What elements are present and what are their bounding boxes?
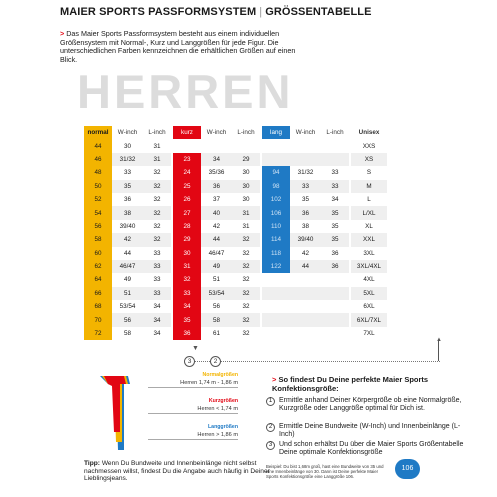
- table-row: [84, 139, 387, 152]
- table-cell: 51: [212, 276, 220, 284]
- table-cell: 35: [301, 196, 309, 204]
- table-cell: 38: [301, 222, 309, 230]
- table-row: [84, 247, 387, 260]
- table-cell: [290, 273, 321, 286]
- table-cell: 29: [232, 153, 260, 166]
- table-cell: 33: [153, 249, 161, 257]
- header-separator: |: [259, 6, 263, 18]
- table-cell: M: [351, 180, 387, 193]
- table-cell: 110: [262, 220, 290, 233]
- table-cell: 56: [112, 313, 143, 326]
- table-cell: 32: [143, 180, 171, 193]
- table-cell: 32: [173, 273, 201, 286]
- table-cell: XL: [365, 222, 373, 230]
- table-cell: 31: [232, 206, 260, 219]
- table-cell: 27: [173, 206, 201, 219]
- table-cell: 44: [84, 139, 112, 152]
- table-cell: [290, 327, 321, 340]
- table-cell: 54: [84, 206, 112, 219]
- page-number-badge: 106: [395, 459, 420, 479]
- table-cell: XXS: [362, 142, 376, 150]
- table-cell: 34: [153, 330, 161, 338]
- table-cell: 35/36: [208, 169, 225, 177]
- table-cell: 32: [232, 233, 260, 246]
- table-cell: [321, 287, 349, 300]
- table-cell: [321, 153, 349, 166]
- table-cell: 32: [232, 260, 260, 273]
- table-cell: 48: [84, 166, 112, 179]
- table-cell: 34: [153, 303, 161, 311]
- header-unisex: Unisex: [358, 129, 380, 137]
- table-cell: 51: [112, 287, 143, 300]
- table-cell: 60: [84, 247, 112, 260]
- table-cell: XXL: [351, 233, 387, 246]
- table-cell: 72: [84, 327, 112, 340]
- marker-two: 2: [210, 356, 221, 367]
- table-cell: 33: [173, 287, 201, 300]
- step-3: [266, 441, 471, 458]
- step-1: [266, 397, 471, 414]
- table-cell: 4XL: [363, 276, 375, 284]
- table-row: [84, 300, 387, 313]
- tip-paragraph: [84, 460, 274, 483]
- table-cell: 32: [232, 287, 260, 300]
- table-cell: 29: [173, 233, 201, 246]
- table-cell: 42: [301, 249, 309, 257]
- table-cell: 32: [153, 196, 161, 204]
- table-cell: S: [366, 169, 372, 177]
- table-cell: L: [367, 196, 371, 204]
- table-cell: 68: [84, 300, 112, 313]
- table-header-row: [84, 126, 387, 139]
- table-cell: 28: [173, 220, 201, 233]
- table-cell: 44: [201, 233, 232, 246]
- table-cell: 6XL/7XL: [351, 313, 387, 326]
- table-cell: 35: [112, 180, 143, 193]
- table-cell: 62: [84, 260, 112, 273]
- table-cell: [290, 287, 321, 300]
- table-cell: 30: [242, 169, 250, 177]
- fit-desc-lang: Herren > 1,86 m: [148, 432, 238, 440]
- header-l-inch: L-inch: [237, 129, 255, 137]
- header-kurz: kurz: [173, 126, 201, 139]
- brand-title: MAIER SPORTS PASSFORMSYSTEM: [60, 6, 257, 18]
- table-cell: 34: [201, 153, 232, 166]
- table-cell: 32: [242, 330, 250, 338]
- table-cell: 33: [143, 260, 171, 273]
- table-cell: [262, 300, 290, 313]
- table-cell: [173, 139, 201, 152]
- step-text: Und schon erhältst Du über die Maier Sports Größentabelle Deine optimale Konfektionsgröße: [279, 441, 464, 457]
- table-cell: 33: [153, 276, 161, 284]
- table-cell: 36: [331, 249, 339, 257]
- table-cell: 32: [143, 206, 171, 219]
- table-cell: [290, 139, 321, 152]
- table-cell: 36: [321, 260, 349, 273]
- table-cell: 30: [173, 247, 201, 260]
- table-cell: 118: [262, 247, 290, 260]
- table-cell: 33: [143, 287, 171, 300]
- table-cell: 42: [212, 222, 220, 230]
- table-cell: 30: [123, 142, 131, 150]
- page-header: [60, 6, 372, 18]
- table-cell: [262, 327, 290, 340]
- arrow-up-line: [436, 337, 442, 361]
- header-w-inch: W-inch: [295, 129, 316, 137]
- header-l-inch: L-inch: [326, 129, 344, 137]
- intro-paragraph: [60, 30, 310, 65]
- table-cell: 50: [84, 180, 112, 193]
- table-row: [84, 220, 387, 233]
- table-cell: [290, 313, 321, 326]
- table-cell: 33: [331, 169, 339, 177]
- table-cell: 32: [153, 222, 161, 230]
- example-note: Beispiel: Du bist 1,68m groß, hast eine Bundweite von 35 und eine Innenbeinlänge von 30. Dann ist Deine perfekte Maier Sports Konfektionsgröße eine Langgröße 106.: [266, 464, 384, 480]
- table-cell: 40: [201, 206, 232, 219]
- table-cell: 35: [331, 222, 339, 230]
- fit-label-normal: Normalgrößen: [202, 372, 238, 378]
- table-cell: 36: [290, 206, 321, 219]
- table-cell: 6XL: [363, 303, 375, 311]
- table-cell: 53/54: [119, 303, 136, 311]
- table-row: [84, 273, 387, 286]
- table-cell: 31: [153, 142, 161, 150]
- step-text: Ermittle Deine Bundweite (W-Inch) und Innenbeinlänge (L-Inch): [279, 423, 461, 439]
- table-row: [84, 180, 387, 193]
- step-2: [266, 423, 471, 440]
- table-cell: 32: [242, 303, 250, 311]
- intro-arrow-icon: >: [60, 29, 65, 38]
- fit-label-lang: Langgrößen: [208, 424, 238, 430]
- table-cell: [321, 313, 349, 326]
- table-cell: [321, 327, 349, 340]
- dotted-guide-line: [190, 361, 440, 362]
- table-cell: 106: [262, 206, 290, 219]
- step-number: 3: [266, 441, 275, 450]
- step-number: 1: [266, 397, 275, 406]
- header-normal: normal: [84, 126, 112, 139]
- table-cell: 32: [143, 233, 171, 246]
- intro-text: Das Maier Sports Passformsystem besteht aus einem individuellen Größensystem mit Normal-, Kurz und Langgrößen für jede Figur. Die unterschiedlichen Farben kennzeichnen die erhältlichen Größen auf einen Blick.: [60, 29, 296, 65]
- table-cell: [262, 313, 290, 326]
- table-cell: 35: [321, 233, 349, 246]
- table-cell: 35: [321, 206, 349, 219]
- step-number: 2: [266, 423, 275, 432]
- table-cell: 32: [242, 249, 250, 257]
- table-cell: 64: [84, 273, 112, 286]
- fit-desc-normal: Herren 1,74 m - 1,86 m: [148, 380, 238, 388]
- fit-desc-kurz: Herren < 1,74 m: [148, 406, 238, 414]
- table-row: [84, 206, 387, 219]
- table-cell: [321, 139, 349, 152]
- table-cell: 44: [123, 249, 131, 257]
- table-cell: [290, 153, 321, 166]
- table-cell: 33: [123, 169, 131, 177]
- table-row: [84, 233, 387, 246]
- table-cell: 46/47: [112, 260, 143, 273]
- table-cell: [290, 300, 321, 313]
- table-cell: 25: [173, 180, 201, 193]
- tip-text: Wenn Du Bundweite und Innenbeinlänge nicht selbst nachmessen willst, findest Du die Angabe auch häufig in Deiner Lieblingsjeans.: [84, 460, 270, 483]
- info-arrow-icon: >: [272, 375, 277, 384]
- table-cell: [262, 139, 290, 152]
- table-cell: 36: [201, 180, 232, 193]
- table-cell: 44: [290, 260, 321, 273]
- info-heading: [272, 375, 472, 393]
- table-cell: 114: [262, 233, 290, 246]
- table-cell: 3XL/4XL: [351, 260, 387, 273]
- arrow-down-icon: ▼: [192, 345, 199, 352]
- table-cell: 36: [123, 196, 131, 204]
- table-cell: [262, 153, 290, 166]
- table-cell: [201, 139, 232, 152]
- section-heading-herren: HERREN: [77, 65, 294, 118]
- table-cell: 58: [123, 330, 131, 338]
- table-cell: 35: [173, 313, 201, 326]
- table-cell: L/XL: [351, 206, 387, 219]
- table-cell: [321, 273, 349, 286]
- table-cell: 56: [212, 303, 220, 311]
- table-cell: 34: [143, 313, 171, 326]
- table-cell: 30: [232, 180, 260, 193]
- table-cell: 30: [242, 196, 250, 204]
- table-cell: [262, 287, 290, 300]
- table-cell: XS: [351, 153, 387, 166]
- table-cell: 31/32: [297, 169, 314, 177]
- table-cell: 34: [331, 196, 339, 204]
- table-cell: 58: [84, 233, 112, 246]
- table-cell: 46: [84, 153, 112, 166]
- step-text: Ermittle anhand Deiner Körpergröße ob eine Normalgröße, Kurzgröße oder Langgröße optimal für Dich ist.: [279, 397, 462, 413]
- table-cell: 32: [153, 169, 161, 177]
- marker-three: 3: [184, 356, 195, 367]
- table-row: [84, 153, 387, 166]
- table-cell: 33: [290, 180, 321, 193]
- table-cell: 66: [84, 287, 112, 300]
- header-lang: lang: [262, 126, 290, 139]
- table-cell: 49: [201, 260, 232, 273]
- info-heading-text: So findest Du Deine perfekte Maier Sports Konfektionsgröße:: [272, 375, 429, 393]
- table-cell: 49: [123, 276, 131, 284]
- table-cell: 5XL: [351, 287, 387, 300]
- table-body: [84, 139, 387, 340]
- size-table: [84, 126, 387, 340]
- tip-label: Tipp:: [84, 460, 100, 467]
- table-cell: 56: [84, 220, 112, 233]
- table-cell: 53/54: [201, 287, 232, 300]
- table-row: [84, 327, 387, 340]
- table-cell: 58: [201, 313, 232, 326]
- table-cell: 52: [84, 193, 112, 206]
- table-cell: 26: [173, 193, 201, 206]
- table-cell: 61: [212, 330, 220, 338]
- table-cell: 31: [173, 260, 201, 273]
- table-cell: 102: [262, 193, 290, 206]
- table-cell: 70: [84, 313, 112, 326]
- table-cell: [262, 273, 290, 286]
- table-cell: 36: [173, 327, 201, 340]
- leg-length-illustration: [98, 372, 134, 454]
- table-cell: 24: [173, 166, 201, 179]
- header-w-inch: W-inch: [206, 129, 227, 137]
- section-title: GRÖSSENTABELLE: [265, 6, 372, 18]
- table-row: [84, 287, 387, 300]
- table-cell: 32: [242, 276, 250, 284]
- table-cell: 37: [212, 196, 220, 204]
- table-row: [84, 193, 387, 206]
- table-cell: [232, 139, 260, 152]
- table-cell: 23: [173, 153, 201, 166]
- table-cell: 38: [112, 206, 143, 219]
- header-w-inch: W-inch: [117, 129, 138, 137]
- table-cell: 3XL: [363, 249, 375, 257]
- table-cell: 31/32: [112, 153, 143, 166]
- table-row: [84, 260, 387, 273]
- table-cell: 7XL: [363, 330, 375, 338]
- table-cell: 31: [143, 153, 171, 166]
- header-l-inch: L-inch: [148, 129, 166, 137]
- table-cell: 46/47: [208, 249, 225, 257]
- table-row: [84, 166, 387, 179]
- table-cell: 33: [321, 180, 349, 193]
- table-row: [84, 313, 387, 326]
- table-cell: 98: [262, 180, 290, 193]
- table-cell: [321, 300, 349, 313]
- table-cell: 39/40: [290, 233, 321, 246]
- arrow-up-icon: ▲: [436, 337, 442, 343]
- table-cell: 34: [173, 300, 201, 313]
- table-cell: 31: [242, 222, 250, 230]
- table-cell: 42: [112, 233, 143, 246]
- table-cell: 39/40: [119, 222, 136, 230]
- table-cell: 122: [262, 260, 290, 273]
- fit-label-kurz: Kurzgrößen: [208, 398, 238, 404]
- table-cell: 94: [262, 166, 290, 179]
- table-cell: 32: [232, 313, 260, 326]
